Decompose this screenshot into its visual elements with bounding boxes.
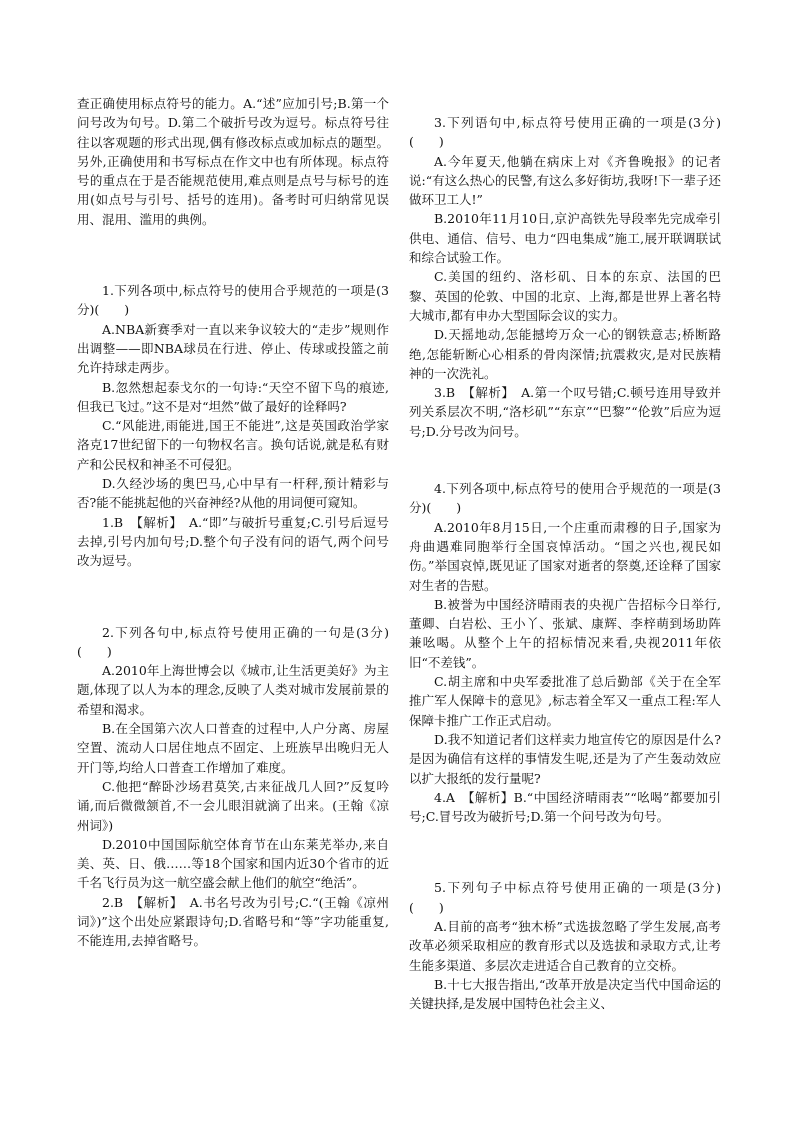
option-d: D.2010中国国际航空体育节在山东莱芜举办,来自美、英、日、俄……等18个国家和国内近30个省市的近千名飞行员为这一航空盛会献上他们的航空“绝活”。 [77, 836, 389, 891]
question-5 [409, 878, 721, 1013]
option-b: B.2010年11月10日,京沪高铁先导段率先完成牵引供电、通信、信号、电力“四电集成”施工,展开联调联试和综合试验工作。 [409, 211, 721, 266]
option-c: C.胡主席和中央军委批准了总后勤部《关于在全军推广军人保障卡的意见》,标志着全军又一重点工程:军人保障卡推广工作正式启动。 [409, 674, 721, 728]
option-a: A.今年夏天,他躺在病床上对《齐鲁晚报》的记者说:“有这么热心的民警,有这么多好街坊,我呀!下一辈子还做环卫工人!” [409, 153, 721, 208]
option-b: B.忽然想起泰戈尔的一句诗:“天空不留下鸟的痕迹,但我已飞过。”这不是对“坦然”做了最好的诠释吗? [77, 379, 389, 414]
option-a: A.目前的高考“独木桥”式选拔忽略了学生发展,高考改革必须采取相应的教育形式以及选拔和录取方式,让考生能多渠道、多层次走进适合自己教育的立交桥。 [409, 918, 721, 973]
question-2 [77, 623, 389, 951]
intro-paragraph: 查正确使用标点符号的能力。A.“述”应加引号;B.第一个问号改为句号。D.第二个破折号改为逗号。标点符号往往以客观题的形式出现,偶有修改标点或加标点的题型。另外,正确使用和书写标点在作文中也有所体现。标点符号的重点在于是否能规范使用,难点则是点号与标号的连用(如点号与引号、括号的连用)。备考时可归纳常见误用、混用、滥用的典例。 [77, 96, 389, 227]
option-b: B.十七大报告指出,“改革开放是决定当代中国命运的关键抉择,是发展中国特色社会主义、 [409, 976, 721, 1012]
question-stem: 4.下列各项中,标点符号的使用合乎规范的一项是(3分)( ) [409, 481, 721, 516]
question-stem: 5.下列句子中标点符号使用正确的一项是(3分)( ) [409, 880, 721, 915]
answer-analysis: 1.B 【解析】 A.“即”与破折号重复;C.引号后逗号去掉,引号内加句号;D.整个句子没有问的语气,两个问号改为逗号。 [77, 514, 389, 569]
option-d: D.我不知道记者们这样卖力地宣传它的原因是什么?是因为确信有这样的事情发生呢,还是为了产生轰动效应以扩大报纸的发行量呢? [409, 731, 721, 786]
question-1 [77, 281, 389, 570]
option-b: B.被誉为中国经济晴雨表的央视广告招标今日举行,董卿、白岩松、王小丫、张斌、康辉、李梓萌到场助阵兼吆喝。从整个上午的招标情况来看,央视2011年依旧“不差钱”。 [409, 596, 721, 670]
answer-analysis: 2.B 【解析】 A.书名号改为引号;C.“(王翰《凉州词》)”这个出处应紧跟诗句;D.省略号和“等”字功能重复,不能连用,去掉省略号。 [77, 894, 389, 949]
answer-analysis: 3.B 【解析】 A.第一个叹号错;C.顿号连用导致并列关系层次不明,“洛杉矶”“东京”“巴黎”“伦敦”后应为逗号;D.分号改为问号。 [409, 385, 721, 439]
option-c: C.“风能进,雨能进,国王不能进”,这是英国政治学家洛克17世纪留下的一句物权名言。换句话说,就是私有财产和公民权和神圣不可侵犯。 [77, 418, 389, 472]
question-stem: 2.下列各句中,标点符号使用正确的一句是(3分)( ) [77, 624, 389, 659]
option-d: D.久经沙场的奥巴马,心中早有一杆秤,预计精彩与否?能不能挑起他的兴奋神经?从他的用词便可窥知。 [77, 476, 389, 511]
left-column [77, 94, 389, 951]
option-b: B.在全国第六次人口普查的过程中,人户分离、房屋空置、流动人口居住地点不固定、上班族早出晚归无人开门等,均给人口普查工作增加了难度。 [77, 721, 389, 775]
option-c: C.美国的纽约、洛杉矶、日本的东京、法国的巴黎、英国的伦敦、中国的北京、上海,都是世界上著名特大城市,都有申办大型国际会议的实力。 [409, 269, 721, 323]
option-a: A.2010年上海世博会以《城市,让生活更美好》为主题,体现了以人为本的理念,反映了人类对城市发展前景的希望和渴求。 [77, 663, 389, 717]
question-stem: 3.下列语句中,标点符号使用正确的一项是(3分)( ) [409, 115, 721, 150]
right-column [409, 113, 721, 1013]
option-a: A.NBA新赛季对一直以来争议较大的“走步”规则作出调整——即NBA球员在行进、停止、传球或投篮之前允许持球走两步。 [77, 321, 389, 376]
question-3 [409, 113, 721, 441]
answer-analysis: 4.A 【解析】B.“中国经济晴雨表”“吆喝”都要加引号;C.冒号改为破折号;D.第一个问号改为句号。 [409, 789, 721, 825]
question-stem: 1.下列各项中,标点符号的使用合乎规范的一项是(3分)( ) [77, 283, 389, 318]
question-4 [409, 479, 721, 826]
option-d: D.天摇地动,怎能撼垮万众一心的钢铁意志;桥断路绝,怎能斩断心心相系的骨肉深情;抗震救灾,是对民族精神的一次洗礼。 [409, 327, 721, 381]
option-c: C.他把“醉卧沙场君莫笑,古来征战几人回?”反复吟诵,而后微微颔首,不一会儿眼泪就滴了出来。(王翰《凉州词》) [77, 778, 389, 833]
option-a: A.2010年8月15日,一个庄重而肃穆的日子,国家为舟曲遇难同胞举行全国哀悼活动。“国之兴也,视民如伤。”举国哀悼,既见证了国家对逝者的祭奠,还诠释了国家对生者的告慰。 [409, 519, 721, 593]
